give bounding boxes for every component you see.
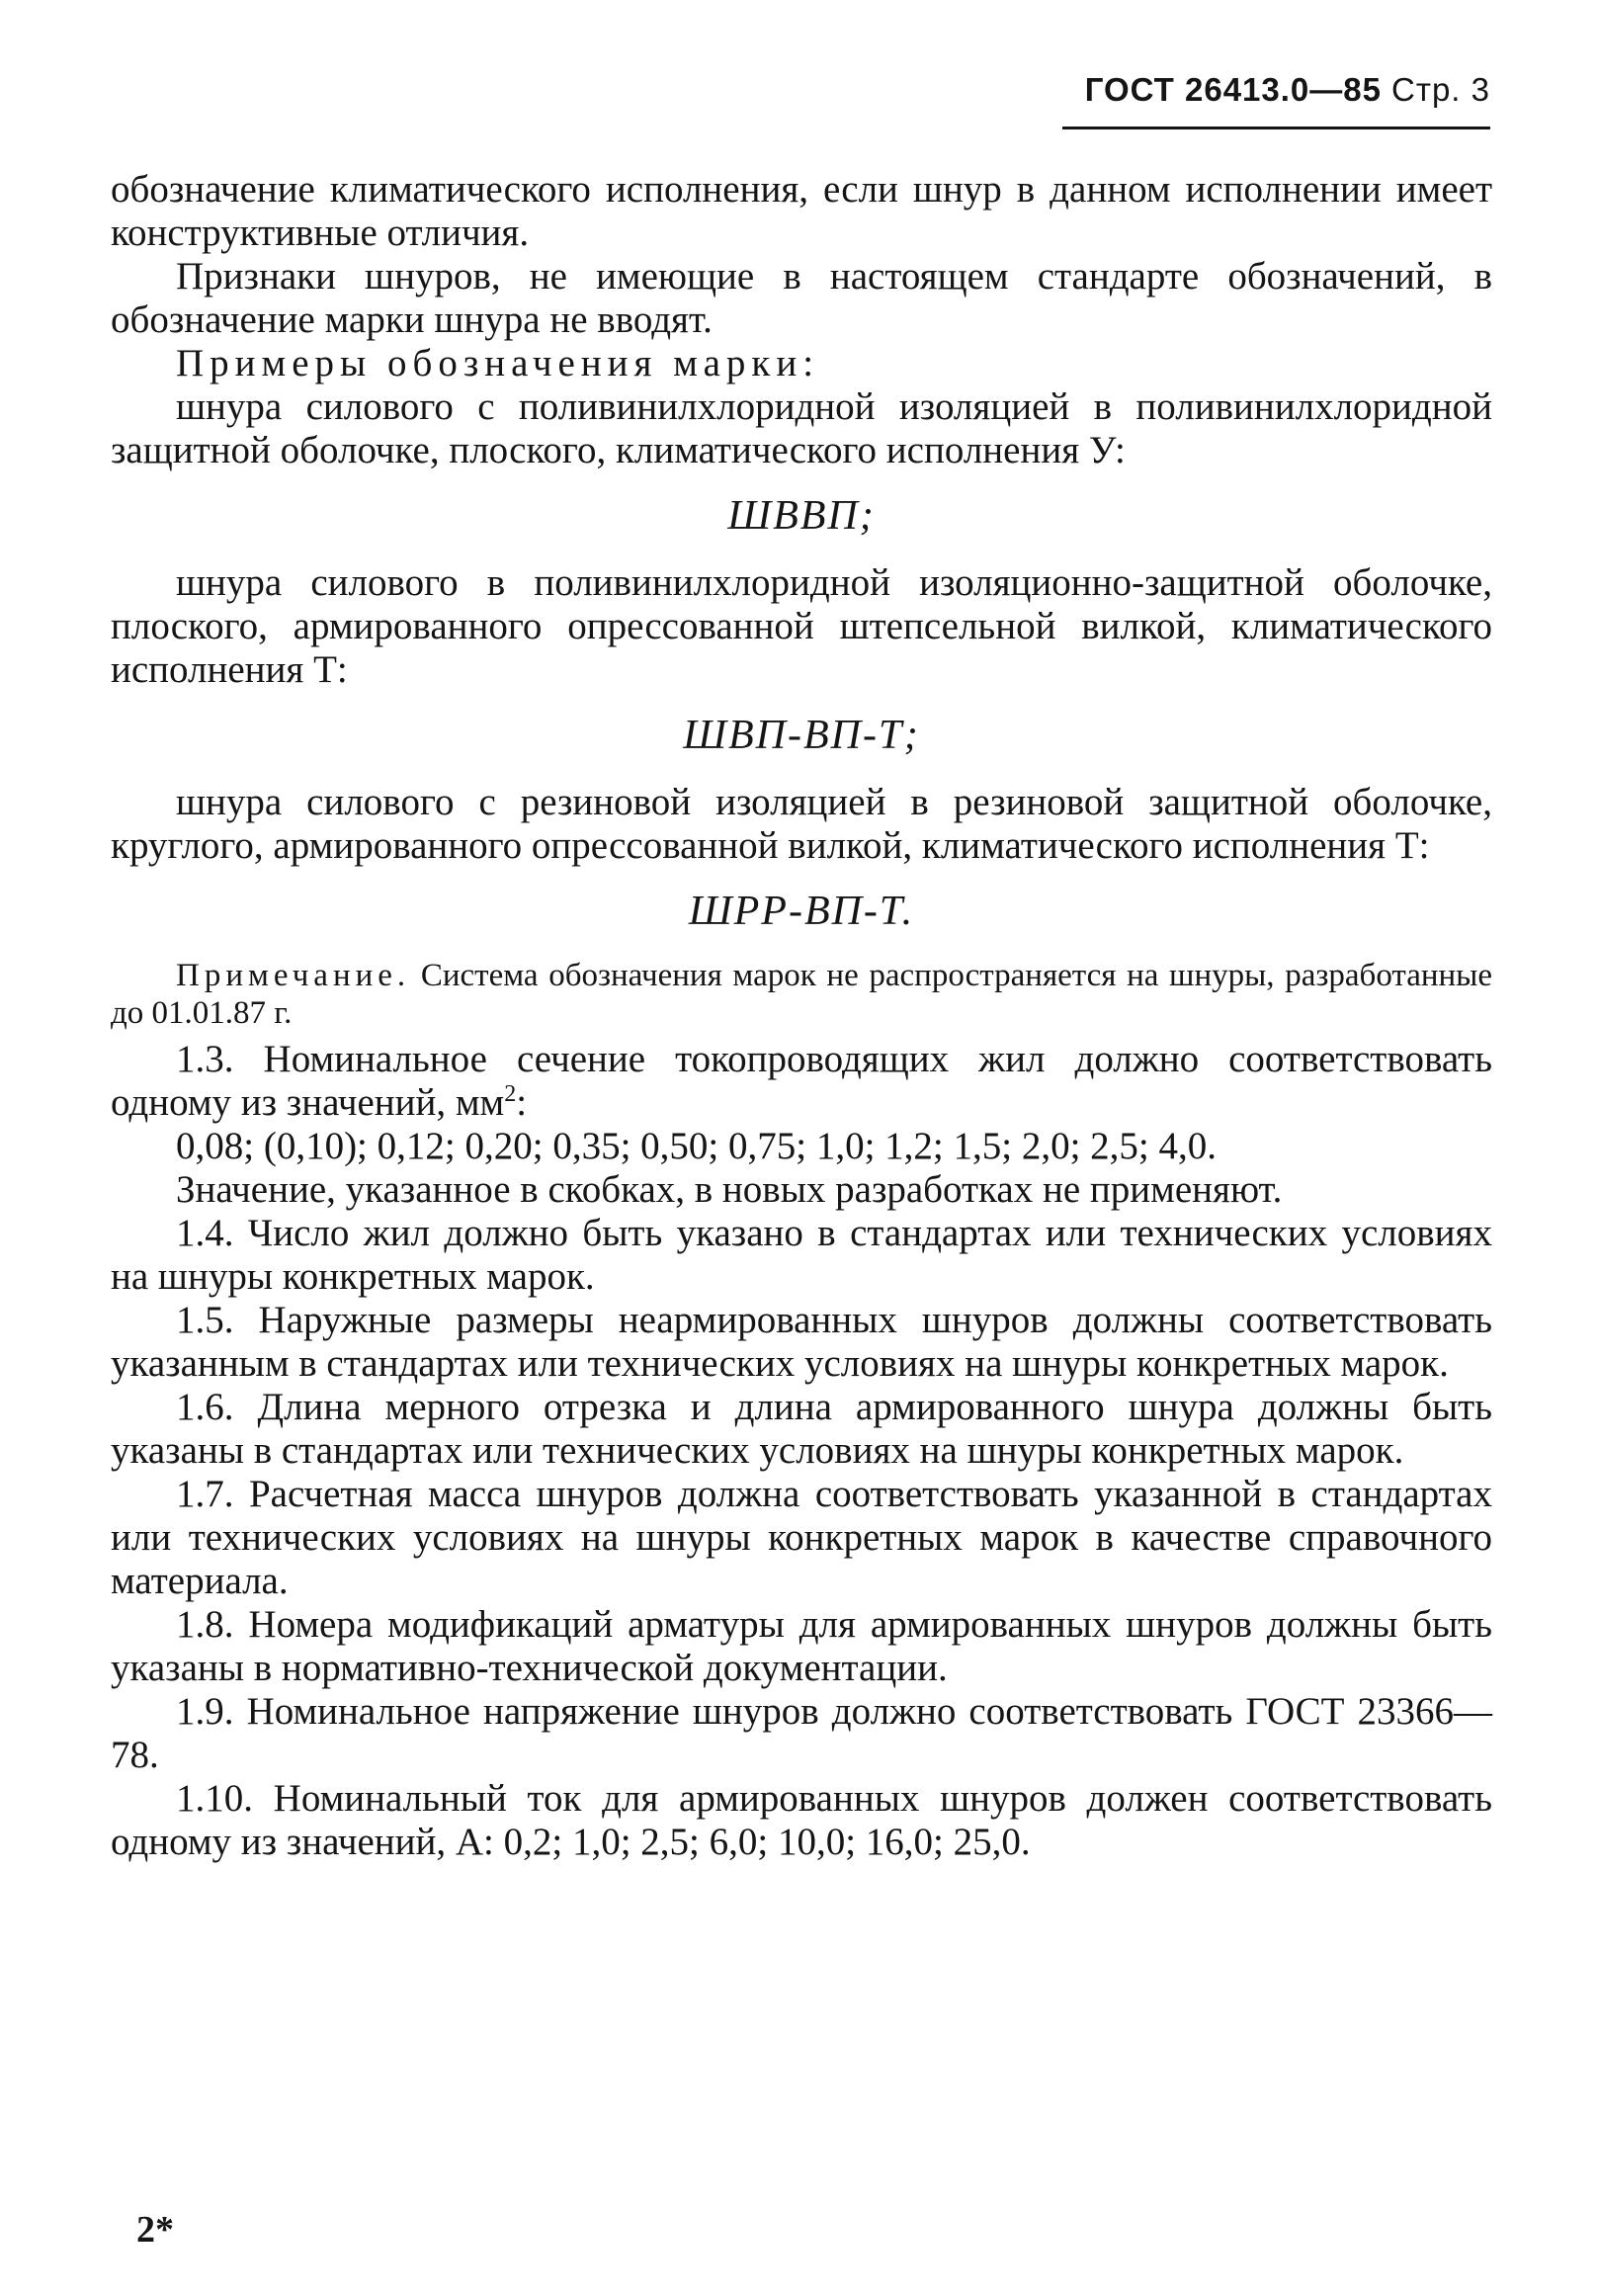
note-text: Система обозначения марок не распространяется на шнуры, разработанные до 01.01.87 г. xyxy=(111,958,1493,1031)
section-1-8: 1.8. Номера модификаций арматуры для армированных шнуров должны быть указаны в нормативно-технической документации. xyxy=(111,1603,1492,1689)
section-text: 1.3. Номинальное сечение токопроводящих жил должно соответствовать одному из значений, мм xyxy=(111,1038,1492,1124)
cord-mark: ШВВП; xyxy=(727,493,876,539)
page-header xyxy=(1085,71,1490,109)
header-divider xyxy=(1062,127,1490,129)
document-body xyxy=(111,168,1492,1864)
section-1-5: 1.5. Наружные размеры неармированных шнуров должны соответствовать указанным в стандартах или технических условиях на шнуры конкретных марок. xyxy=(111,1299,1492,1385)
paragraph: Признаки шнуров, не имеющие в настоящем стандарте обозначений, в обозначение марки шнура не вводят. xyxy=(111,255,1492,341)
paragraph: Значение, указанное в скобках, в новых разработках не применяют. xyxy=(176,1168,1283,1211)
section-1-7: 1.7. Расчетная масса шнуров должна соответствовать указанной в стандартах или технических условиях на шнуры конкретных марок в качестве справочного материала. xyxy=(111,1473,1492,1602)
section-1-6: 1.6. Длина мерного отрезка и длина армированного шнура должны быть указаны в стандартах или технических условиях на шнуры конкретных марок. xyxy=(111,1386,1492,1472)
gost-number: ГОСТ 26413.0—85 xyxy=(1084,71,1382,108)
section-1-10: 1.10. Номинальный ток для армированных шнуров должен соответствовать одному из значений, А: 0,2; 1,0; 2,5; 6,0; 10,0; 16,0; 25,0. xyxy=(111,1777,1492,1863)
examples-heading: Примеры обозначения марки: xyxy=(176,342,820,384)
cord-mark: ШРР-ВП-Т. xyxy=(688,889,915,934)
section-1-3 xyxy=(111,1038,1492,1125)
section-1-4: 1.4. Число жил должно быть указано в стандартах или технических условиях на шнуры конкретных марок. xyxy=(111,1212,1492,1298)
section-1-9: 1.9. Номинальное напряжение шнуров должно соответствовать ГОСТ 23366—78. xyxy=(111,1690,1492,1776)
paragraph: обозначение климатического исполнения, если шнур в данном исполнении имеет конструктивные отличия. xyxy=(111,168,1492,254)
section-values: 0,08; (0,10); 0,12; 0,20; 0,35; 0,50; 0,75; 1,0; 1,2; 1,5; 2,0; 2,5; 4,0. xyxy=(176,1125,1217,1167)
page-signature: 2* xyxy=(136,2209,174,2251)
note-label: Примечание. xyxy=(176,958,411,993)
note xyxy=(111,957,1492,1032)
colon: : xyxy=(516,1081,528,1124)
page-number: Стр. 3 xyxy=(1391,71,1490,108)
superscript: 2 xyxy=(504,1081,517,1107)
paragraph: шнура силового с поливинилхлоридной изоляцией в поливинилхлоридной защитной оболочке, плоского, климатического исполнения У: xyxy=(111,385,1492,471)
cord-mark: ШВП-ВП-Т; xyxy=(683,713,920,758)
paragraph: шнура силового с резиновой изоляцией в резиновой защитной оболочке, круглого, армированного опрессованной вилкой, климатического исполнения Т: xyxy=(111,781,1492,867)
paragraph: шнура силового в поливинилхлоридной изоляционно-защитной оболочке, плоского, армированного опрессованной штепсельной вилкой, климатического исполнения Т: xyxy=(111,561,1492,691)
